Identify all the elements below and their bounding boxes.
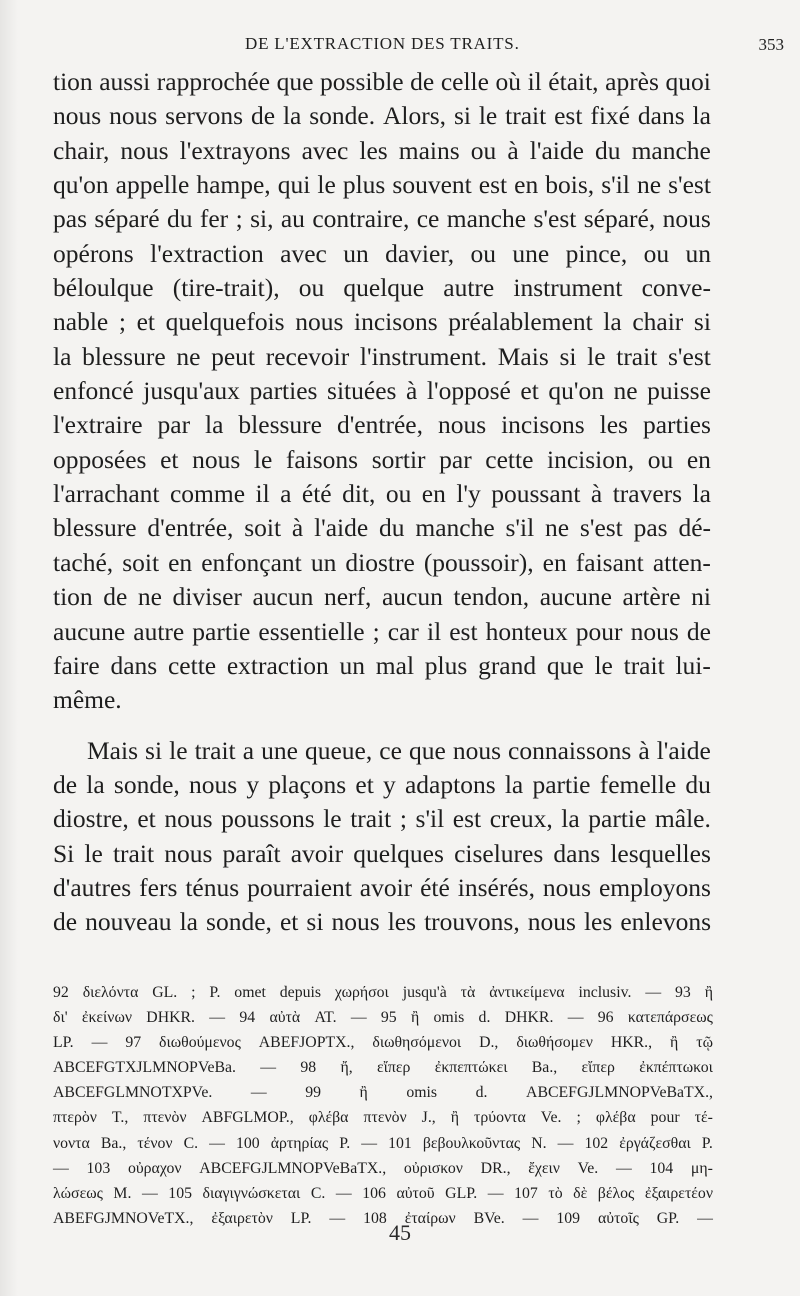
running-title: DE L'EXTRACTION DES TRAITS. — [245, 34, 520, 53]
page-fold-shadow — [0, 0, 18, 1296]
body-line: la blessure ne peut recevoir l'instrument. Mais si le trait s'est — [53, 341, 711, 371]
body-line: aucune autre partie essentielle ; car il est honteux pour nous de — [53, 616, 711, 646]
body-line: béloulque (tire-trait), ou quelque autre instrument conve- — [53, 273, 711, 303]
body-text — [53, 65, 711, 940]
body-line: qu'on appelle hampe, qui le plus souvent est en bois, s'il ne s'est — [53, 170, 711, 200]
body-line: faire dans cette extraction un mal plus grand que le trait lui- — [53, 650, 711, 680]
body-line: Mais si le trait a une queue, ce que nous connaissons à l'aide — [87, 735, 711, 765]
body-line: nous nous servons de la sonde. Alors, si le trait est fixé dans la — [53, 101, 711, 131]
footnote-line: νοντα Ba., τένον C. — 100 ἀρτηρίας P. — 101 βεβουλκοῦντας N. — 102 ἐργάζεσθαι P. — [53, 1134, 713, 1152]
paragraph-gap — [53, 718, 711, 734]
body-line: blessure d'entrée, soit à l'aide du manche s'il ne s'est pas dé- — [53, 513, 711, 543]
footnotes — [53, 980, 713, 1231]
body-line: d'autres fers ténus pourraient avoir été insérés, nous employons — [53, 872, 711, 902]
body-line: tion de ne diviser aucun nerf, aucun tendon, aucune artère ni — [53, 582, 711, 612]
body-line: nable ; et quelquefois nous incisons préalablement la chair si — [53, 307, 711, 337]
footnote-line: ABCEFGTXJLMNOPVeBa. — 98 ἤ, εἴπερ ἐκπεπτώκει Ba., εἴπερ ἐκπέπτωκοι — [53, 1059, 713, 1077]
body-line: de la sonde, nous y plaçons et y adaptons la partie femelle du — [53, 769, 711, 799]
footnote-line: — 103 οὐραχον ABCEFGJLMNOPVeBaTX., οὐρισκον DR., ἔχειν Ve. — 104 μη- — [53, 1159, 713, 1177]
body-line: l'extraire par la blessure d'entrée, nous incisons les parties — [53, 410, 711, 440]
body-line: Si le trait nous paraît avoir quelques ciselures dans lesquelles — [53, 838, 711, 868]
body-line: de nouveau la sonde, et si nous les trouvons, nous les enlevons — [53, 907, 711, 937]
body-line: l'arrachant comme il a été dit, ou en l'y poussant à travers la — [53, 479, 711, 509]
page-number: 353 — [758, 35, 784, 54]
body-line: diostre, et nous poussons le trait ; s'il est creux, la partie mâle. — [53, 804, 711, 834]
footnote-line: 92 διελόντα GL. ; P. omet depuis χωρήσοι jusqu'à τὰ ἀντικείμενα inclusiv. — 93 ἢ — [53, 984, 713, 1001]
body-line: pas séparé du fer ; si, au contraire, ce manche s'est séparé, nous — [53, 204, 711, 234]
footnote-line: δι' ἐκείνων DHKR. — 94 αὐτὰ AT. — 95 ἢ omis d. DHKR. — 96 κατεπάρσεως — [53, 1009, 713, 1027]
footnote-line: λώσεως M. — 105 διαγιγνώσκεται C. — 106 αὐτοῦ GLP. — 107 τὸ δὲ βέλος ἐξαιρετέον — [53, 1184, 713, 1202]
footnote-line: ABCEFGLMNOTXPVe. — 99 ἢ omis d. ABCEFGJLMNOPVeBaTX., — [53, 1084, 713, 1102]
body-line: chair, nous l'extrayons avec les mains ou à l'aide du manche — [53, 135, 711, 165]
body-line: opposées et nous le faisons sortir par cette incision, ou en — [53, 444, 711, 474]
footnote-line: LP. — 97 διωθούμενος ABEFJOPTX., διωθησόμενοι D., διωθήσομεν HKR., ἢ τῷ — [53, 1034, 713, 1052]
body-line: opérons l'extraction avec un davier, ou une pince, ou un — [53, 238, 711, 268]
footnote-line: ABEFGJMNOVeTX., ἐξαιρετὸν LP. — 108 ἐταίρων BVe. — 109 αὐτοῖς GP. — — [53, 1209, 713, 1227]
body-line: enfoncé jusqu'aux parties situées à l'opposé et qu'on ne puisse — [53, 376, 711, 406]
folio-number: 45 — [389, 1220, 411, 1245]
body-line: même. — [53, 685, 122, 715]
body-line: tion aussi rapprochée que possible de celle où il était, après quoi — [53, 67, 711, 96]
running-head — [0, 34, 800, 58]
body-line: taché, soit en enfonçant un diostre (poussoir), en faisant atten- — [53, 547, 711, 577]
footnote-line: πτερὸν T., πτενὸν ABFGLMOP., φλέβα πτενὸν J., ἢ τρύοντα Ve. ; φλέβα pour τέ- — [53, 1109, 713, 1127]
